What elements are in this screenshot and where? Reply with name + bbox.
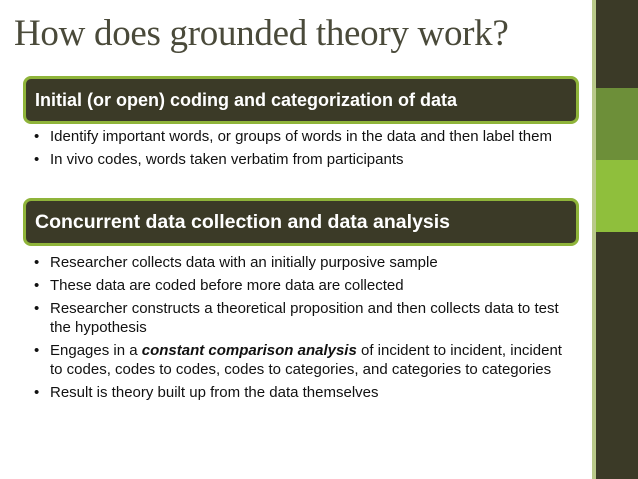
bullet-text: In vivo codes, words taken verbatim from participants <box>50 151 404 168</box>
list-item <box>34 383 574 402</box>
bullet-text: Researcher collects data with an initially purposive sample <box>50 254 438 271</box>
slide-title: How does grounded theory work? <box>14 13 509 54</box>
bullet-glyph: • <box>34 300 40 317</box>
bullet-text: Identify important words, or groups of words in the data and then label them <box>50 128 552 145</box>
bullet-text-before: Engages in a <box>50 342 142 359</box>
bullet-glyph: • <box>34 277 40 294</box>
accent-bar-dark-bottom <box>596 232 638 479</box>
bullet-glyph: • <box>34 151 40 168</box>
bullet-list-concurrent-analysis <box>34 253 574 406</box>
bullet-glyph: • <box>34 384 40 401</box>
list-item <box>34 299 574 337</box>
section-header-open-coding: Initial (or open) coding and categorization of data <box>23 76 579 124</box>
bullet-list-open-coding <box>34 127 574 173</box>
bullet-text: Result is theory built up from the data themselves <box>50 384 379 401</box>
bullet-glyph: • <box>34 254 40 271</box>
bullet-text <box>50 342 562 378</box>
list-item <box>34 276 574 295</box>
bullet-text-after: of incident to incident, incident to codes, codes to codes, codes to categories, and categories to categories <box>50 342 562 378</box>
list-item <box>34 253 574 272</box>
list-item <box>34 150 574 169</box>
bullet-glyph: • <box>34 128 40 145</box>
bullet-text: These data are coded before more data are collected <box>50 277 404 294</box>
section-header-concurrent-analysis: Concurrent data collection and data analysis <box>23 198 579 246</box>
bullet-text: Researcher constructs a theoretical proposition and then collects data to test the hypothesis <box>50 300 559 336</box>
list-item <box>34 127 574 146</box>
accent-bar-dark-top <box>596 0 638 88</box>
list-item <box>34 341 574 379</box>
bullet-glyph: • <box>34 342 40 359</box>
accent-bar-light-green <box>596 160 638 232</box>
emphasized-term: constant comparison analysis <box>141 342 357 359</box>
accent-bar-green <box>596 88 638 160</box>
